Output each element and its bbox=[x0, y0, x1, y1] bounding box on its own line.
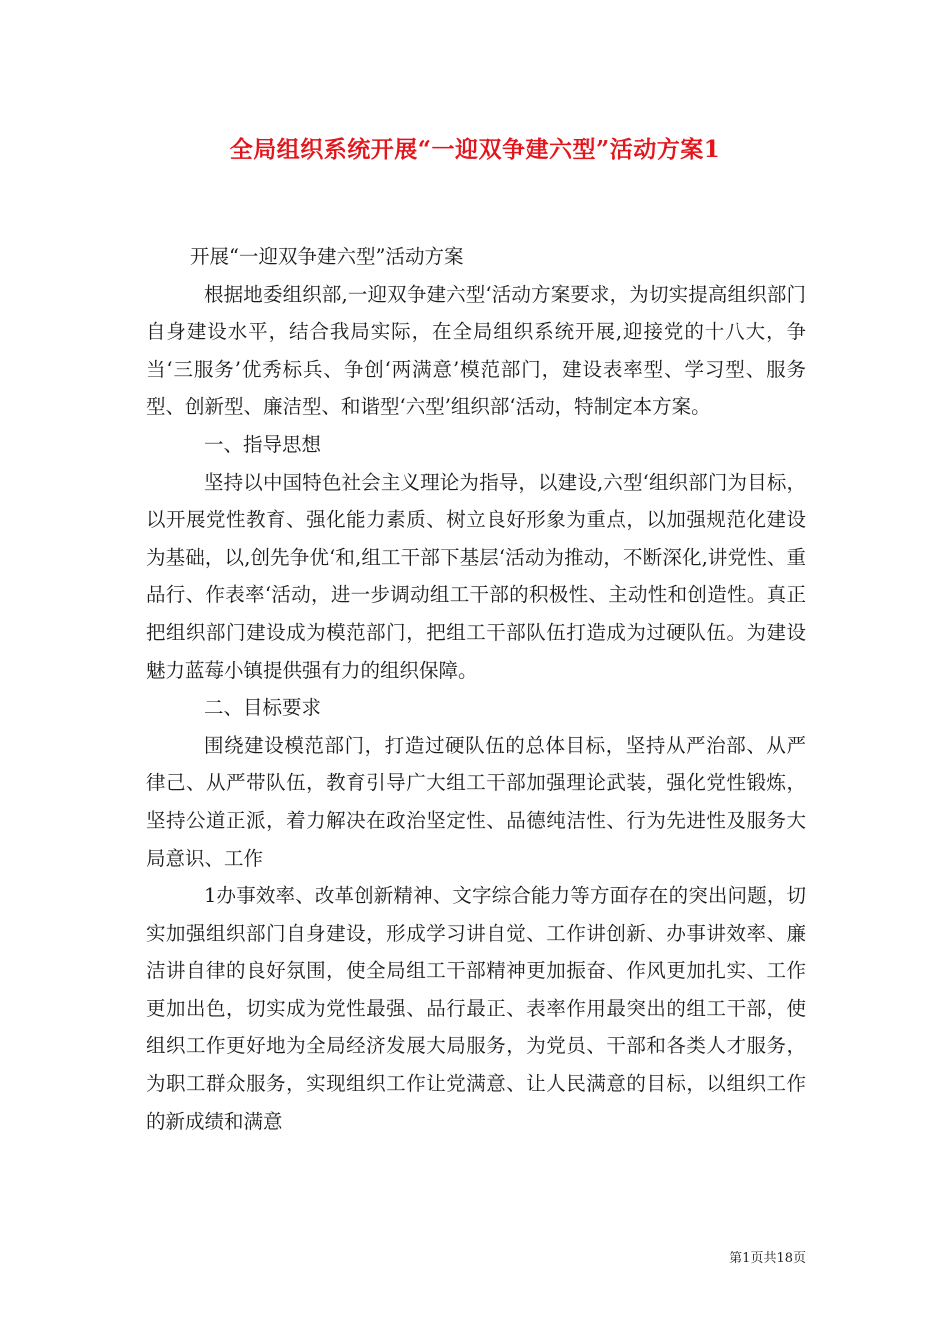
document-body bbox=[146, 238, 806, 1140]
document-subtitle: 开展“一迎双争建六型”活动方案 bbox=[190, 245, 464, 268]
paragraph-intro: 根据地委组织部,一迎双争建六型‘活动方案要求，为切实提高组织部门自身建设水平，结合我局实际，在全局组织系统开展,迎接党的十八大，争当‘三服务’优秀标兵、争创‘两满意’模范部门，建设表率型、学习型、服务型、创新型、廉洁型、和谐型‘六型’组织部‘活动，特制定本方案。 bbox=[146, 282, 806, 419]
document-title: 全局组织系统开展“一迎双争建六型”活动方案1 bbox=[229, 136, 721, 163]
section-heading-goals: 二、目标要求 bbox=[204, 696, 322, 720]
section-heading-guiding-ideology: 一、指导思想 bbox=[204, 432, 322, 456]
paragraph-guiding-ideology: 坚持以中国特色社会主义理论为指导，以建设,六型‘组织部门为目标，以开展党性教育、强化能力素质、树立良好形象为重点，以加强规范化建设为基础，以,创先争优‘和,组工干部下基层‘活动为推动，不断深化,讲党性、重品行、作表率‘活动，进一步调动组工干部的积极性、主动性和创造性。真正把组织部门建设成为模范部门，把组工干部队伍打造成为过硬队伍。为建设魅力蓝莓小镇提供强有力的组织保障。 bbox=[146, 470, 806, 682]
paragraph-goals-continued: 1办事效率、改革创新精神、文字综合能力等方面存在的突出问题，切实加强组织部门自身建设，形成学习讲自觉、工作讲创新、办事讲效率、廉洁讲自律的良好氛围，使全局组工干部精神更加振奋、作风更加扎实、工作更加出色，切实成为党性最强、品行最正、表率作用最突出的组工干部，使组织工作更好地为全局经济发展大局服务，为党员、干部和各类人才服务，为职工群众服务，实现组织工作让党满意、让人民满意的目标，以组织工作的新成绩和满意 bbox=[146, 884, 806, 1133]
page-number-footer: 第1页共18页 bbox=[729, 1251, 806, 1266]
paragraph-goals: 围绕建设模范部门，打造过硬队伍的总体目标，坚持从严治部、从严律己、从严带队伍，教育引导广大组工干部加强理论武装，强化党性锻炼，坚持公道正派，着力解决在政治坚定性、品德纯洁性、行为先进性及服务大局意识、工作 bbox=[146, 733, 806, 870]
